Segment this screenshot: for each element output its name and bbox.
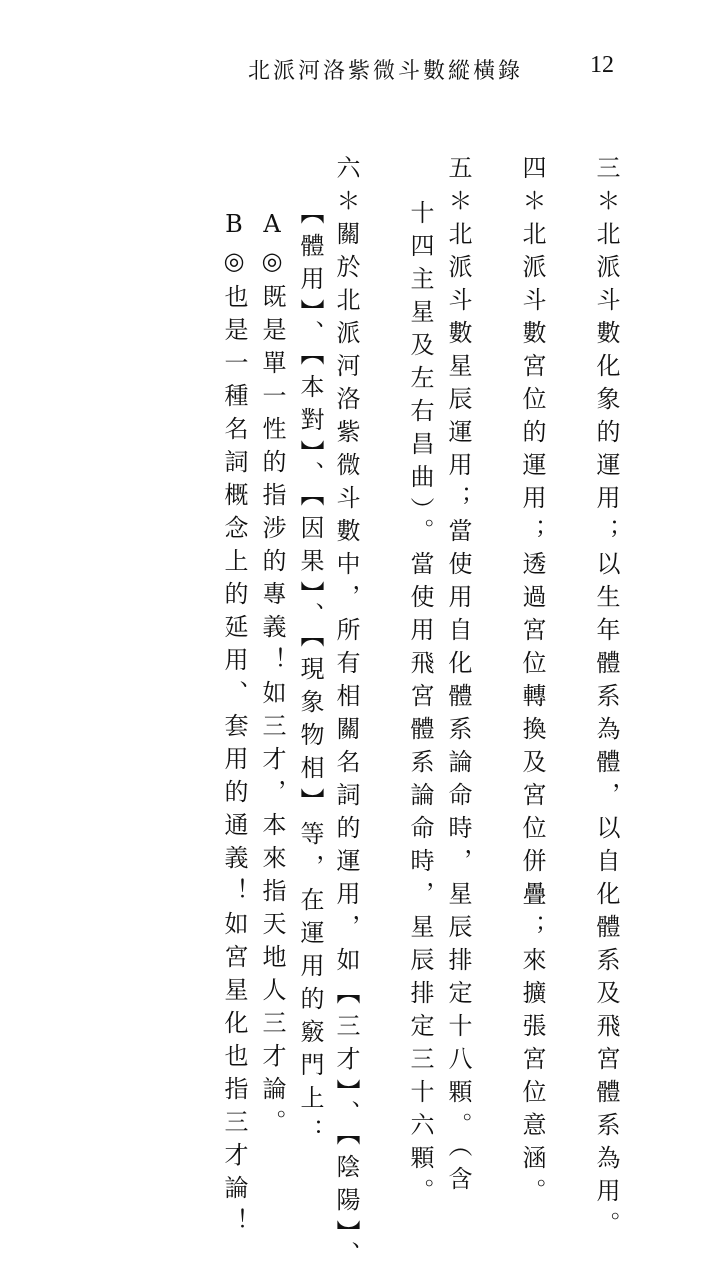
text-column-2: 四＊北派斗數宮位的運用；透過宮位轉換及宮位併疊；來擴張宮位意涵。: [518, 155, 546, 1211]
text-column-4: 十四主星及左右昌曲）。當使用飛宮體系論命時，星辰排定三十六顆。: [406, 200, 434, 1211]
book-title: 北派河洛紫微斗數縱橫錄: [248, 59, 524, 84]
text-column-3: 五＊北派斗數星辰運用；當使用自化體系論命時，星辰排定十八顆。（含: [444, 155, 472, 1199]
text-column-6: 【體用】、【本對】、【因果】、【現象物相】等，在運用的竅門上：: [296, 200, 324, 1151]
text-column-8: B◎也是一種名詞概念上的延用、套用的通義！如宮星化也指三才論！: [220, 210, 248, 1241]
page-number: 12: [590, 52, 614, 78]
text-column-5: 六＊關於北派河洛紫微斗數中，所有相關名詞的運用，如【三才】、【陰陽】、: [332, 155, 360, 1274]
text-column-1: 三＊北派斗數化象的運用；以生年體系為體，以自化體系及飛宮體系為用。: [592, 155, 620, 1244]
text-column-7: A◎既是單一性的指涉的專義！如三才，本來指天地人三才論。: [258, 210, 286, 1142]
